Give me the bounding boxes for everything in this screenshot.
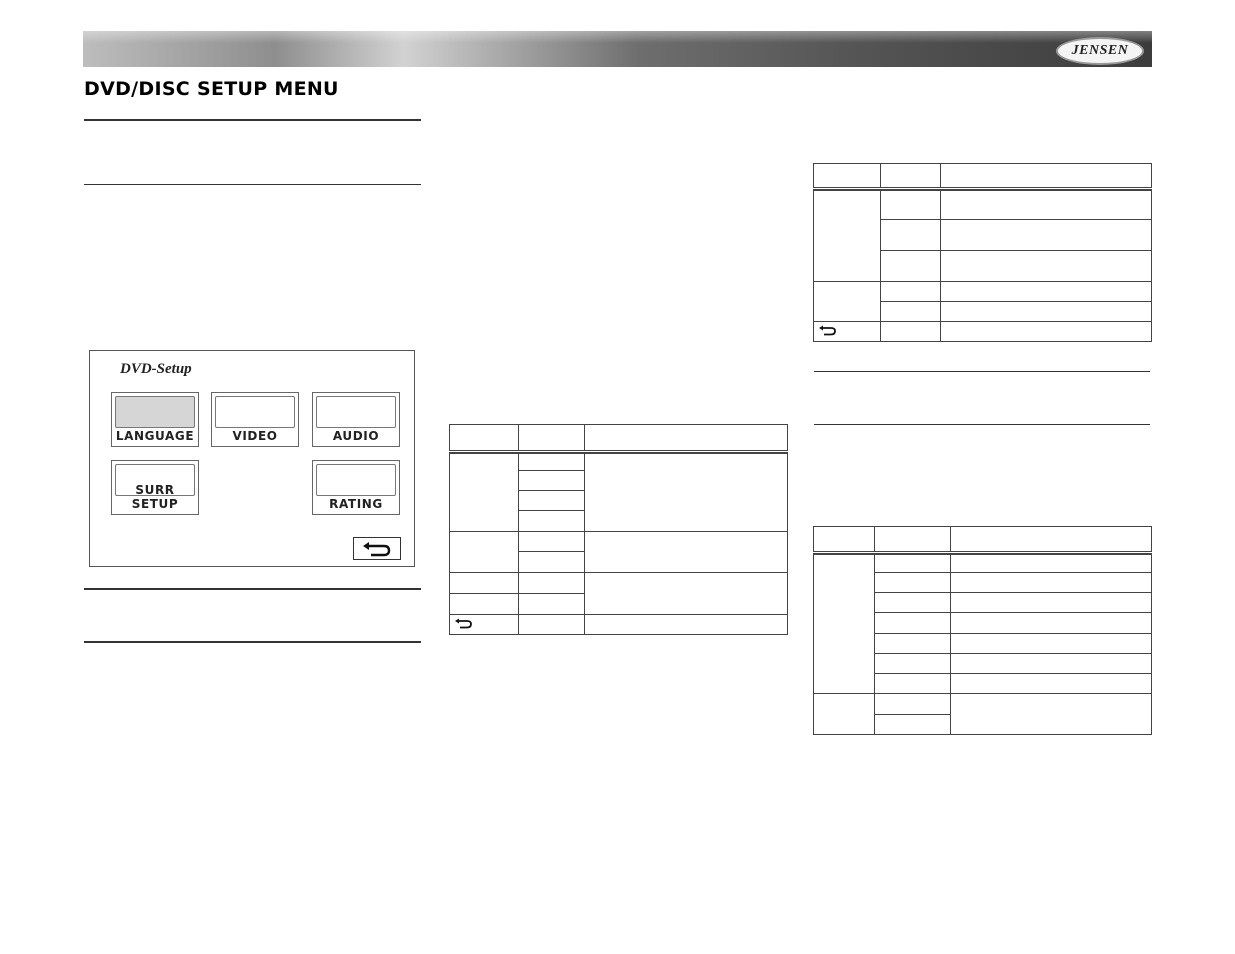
- table-row: [814, 191, 1152, 220]
- table-row: [814, 527, 1152, 553]
- audio-label: AUDIO: [332, 429, 380, 443]
- audio-button[interactable]: [312, 392, 400, 447]
- jensen-logo: JENSEN: [1056, 37, 1144, 65]
- section-rule: [84, 119, 421, 121]
- table-row: [814, 322, 1152, 342]
- section-rule: [814, 424, 1150, 425]
- table-row: [450, 573, 788, 594]
- surr-setup-label: SURR SETUP: [131, 483, 179, 511]
- section-rule: [814, 371, 1150, 372]
- return-arrow-icon: [362, 541, 392, 557]
- button-face: [316, 464, 396, 496]
- dvd-setup-screen: [89, 350, 415, 567]
- table-row: [450, 615, 788, 635]
- table-row: [814, 164, 1152, 189]
- section-rule: [84, 184, 421, 185]
- section-rule: [84, 641, 421, 643]
- language-label: LANGUAGE: [115, 429, 195, 443]
- back-button[interactable]: [353, 537, 401, 560]
- table-row: [450, 425, 788, 452]
- button-face: [215, 396, 295, 428]
- language-button[interactable]: [111, 392, 199, 447]
- rating-label: RATING: [329, 497, 383, 511]
- video-button[interactable]: [211, 392, 299, 447]
- button-face: [316, 396, 396, 428]
- table-row: [814, 282, 1152, 302]
- return-arrow-icon: [455, 618, 473, 629]
- header-band: [83, 31, 1152, 67]
- video-label: VIDEO: [232, 429, 278, 443]
- table-row: [450, 532, 788, 552]
- section-rule: [84, 588, 421, 590]
- surr-setup-button[interactable]: [111, 460, 199, 515]
- table-row: [450, 454, 788, 471]
- return-arrow-icon: [819, 325, 837, 336]
- language-options-table: [449, 424, 788, 635]
- page-title: DVD/DISC SETUP MENU: [84, 78, 339, 100]
- video-options-table: [813, 163, 1152, 342]
- rating-button[interactable]: [312, 460, 400, 515]
- setup-screen-title: DVD-Setup: [120, 361, 192, 377]
- button-face: [115, 396, 195, 428]
- table-row: [814, 694, 1152, 715]
- table-row: [814, 555, 1152, 573]
- audio-options-table: [813, 526, 1152, 735]
